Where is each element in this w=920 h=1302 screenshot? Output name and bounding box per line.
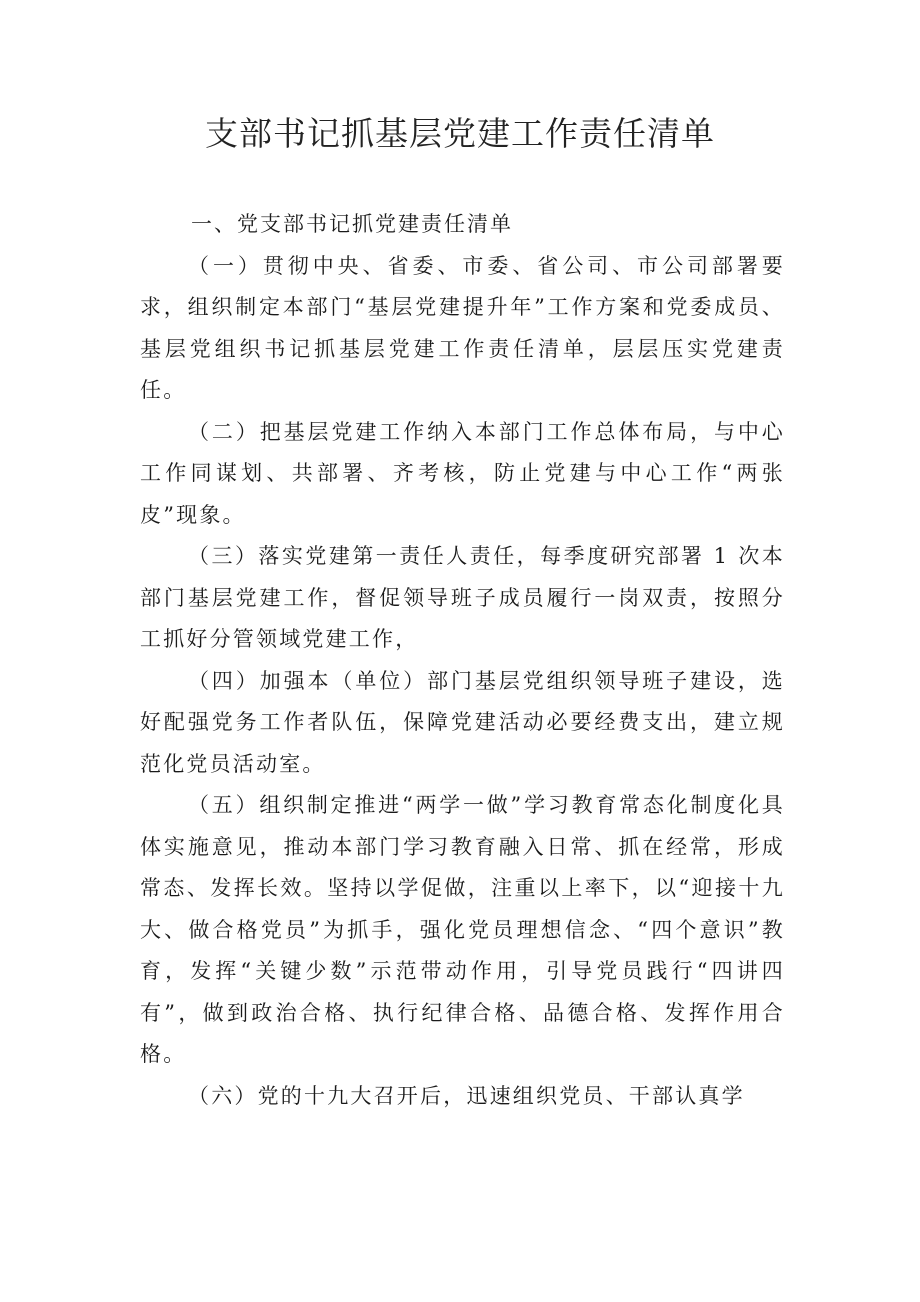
paragraph-4: （四）加强本（单位）部门基层党组织领导班子建设，选好配强党务工作者队伍，保障党建活动必要经费支出，建立规范化党员活动室。 xyxy=(140,668,785,776)
paragraph-5: （五）组织制定推进“两学一做”学习教育常态化制度化具体实施意见，推动本部门学习教育融入日常、抓在经常，形成常态、发挥长效。坚持以学促做，注重以上率下，以“迎接十九大、做合格党员”为抓手，强化党员理想信念、“四个意识”教育，发挥“关键少数”示范带动作用，引导党员践行“四讲四有”，做到政治合格、执行纪律合格、品德合格、发挥作用合格。 xyxy=(140,793,785,1066)
document-title: 支部书记抓基层党建工作责任清单 xyxy=(205,114,715,153)
paragraph-6: （六）党的十九大召开后，迅速组织党员、干部认真学 xyxy=(188,1083,745,1108)
section-heading: 一、党支部书记抓党建责任清单 xyxy=(191,212,513,236)
paragraph-2: （二）把基层党建工作纳入本部门工作总体布局，与中心工作同谋划、共部署、齐考核，防止党建与中心工作“两张皮”现象。 xyxy=(140,419,785,527)
document-body xyxy=(140,204,785,1117)
paragraph-1: （一）贯彻中央、省委、市委、省公司、市公司部署要求，组织制定本部门“基层党建提升年”工作方案和党委成员、基层党组织书记抓基层党建工作责任清单，层层压实党建责任。 xyxy=(140,253,785,402)
paragraph-3: （三）落实党建第一责任人责任，每季度研究部署 1 次本部门基层党建工作，督促领导班子成员履行一岗双责，按照分工抓好分管领域党建工作， xyxy=(140,544,785,651)
